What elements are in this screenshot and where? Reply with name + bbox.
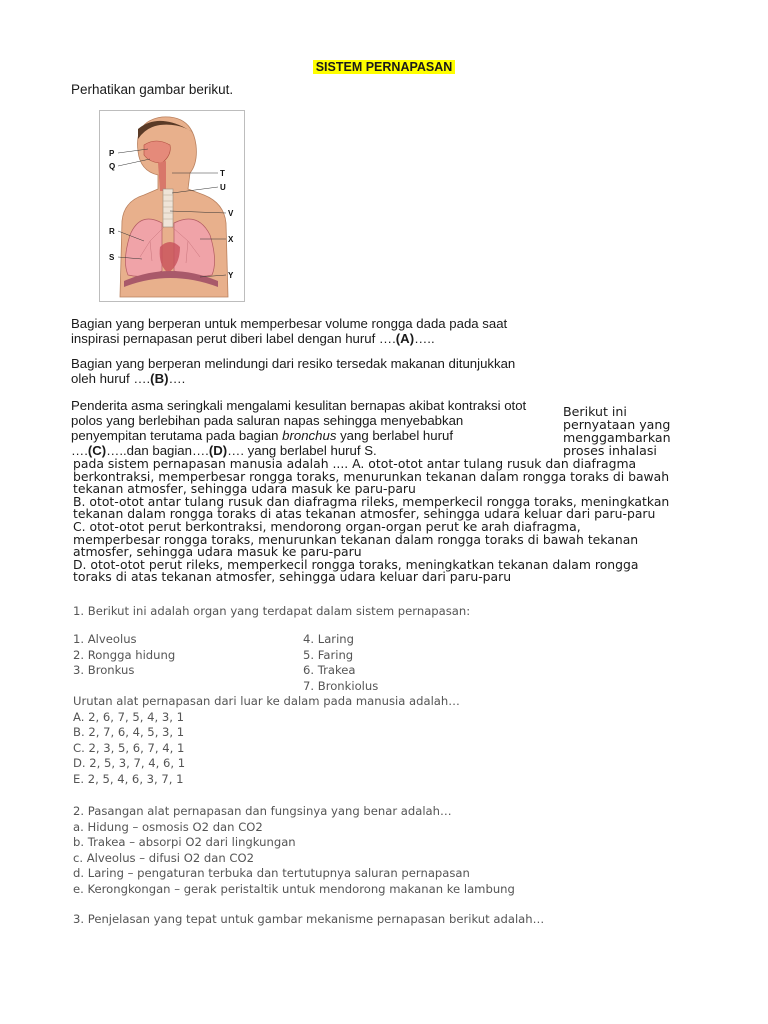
question-a: Bagian yang berperan untuk memperbesar volume rongga dada pada saat inspirasi pernapasan perut diberi label dengan huruf ….(A)….. (71, 316, 508, 346)
label-q: Q (109, 162, 116, 171)
document-title: SISTEM PERNAPASAN (0, 60, 768, 74)
label-s: S (109, 253, 115, 262)
q1-option: A. 2, 6, 7, 5, 4, 3, 1 (73, 709, 184, 724)
q1-left-list (73, 632, 175, 679)
label-p: P (109, 149, 115, 158)
respiratory-figure (99, 110, 245, 302)
answer-b: (B) (150, 371, 169, 386)
q1-option: B. 2, 7, 6, 4, 5, 3, 1 (73, 725, 185, 739)
q1-option: C. 2, 3, 5, 6, 7, 4, 1 (73, 740, 185, 755)
q2-block (73, 804, 515, 897)
q1-option: E. 2, 5, 4, 6, 3, 7, 1 (73, 771, 184, 786)
answer-c: (C) (87, 443, 107, 458)
list-item: 6. Trakea (303, 663, 356, 677)
intro-text: Perhatikan gambar berikut. (71, 82, 234, 97)
label-t: T (220, 169, 225, 178)
answer-a: (A) (395, 331, 415, 346)
label-x: X (228, 235, 234, 244)
q1-option: D. 2, 5, 3, 7, 4, 6, 1 (73, 756, 186, 770)
list-item: 2. Rongga hidung (73, 647, 176, 662)
q1-question: Urutan alat pernapasan dari luar ke dalam pada manusia adalah… A. 2, 6, 7, 5, 4, 3, 1 B. 2, 7, 6, 4, 5, 3, 1 C. 2, 3, 5, 6, 7, 4, 1 D. 2, 5, 3, 7, 4, 6, 1 E. 2, 5, 4, 6, 3, 7, 1 (73, 694, 460, 786)
list-item: 3. Bronkus (73, 663, 135, 677)
q2-option: d. Laring – pengaturan terbuka dan tertutupnya saluran pernapasan (73, 866, 470, 880)
list-item: 4. Laring (303, 632, 355, 646)
q2-option: b. Trakea – absorpi O2 dari lingkungan (73, 835, 296, 849)
list-item: 7. Bronkiolus (303, 678, 379, 693)
q3-stem: 3. Penjelasan yang tepat untuk gambar mekanisme pernapasan berikut adalah… (73, 912, 545, 926)
q1-stem: 1. Berikut ini adalah organ yang terdapat dalam sistem pernapasan: (73, 604, 471, 618)
label-v: V (228, 209, 234, 218)
q1-right-list (303, 632, 378, 694)
question-cd: Penderita asma seringkali mengalami kesulitan bernapas akibat kontraksi otot polos yang berlebihan pada saluran napas sehingga menyebabkan penyempitan terutama pada bagian bronchus yang berlabel huruf ….(C)…..dan bagian….(D)…. yang berlabel huruf S. (71, 398, 527, 458)
question-b: Bagian yang berperan melindungi dari resiko tersedak makanan ditunjukkan oleh huruf ….(B)…. (71, 356, 516, 386)
q2-option: a. Hidung – osmosis O2 dan CO2 (73, 819, 263, 834)
answer-d: (D) (208, 443, 228, 458)
label-y: Y (228, 271, 234, 280)
inhalasi-paragraph: pada sistem pernapasan manusia adalah .... A. otot-otot antar tulang rusuk dan diafragma berkontraksi, memperbesar rongga toraks, menurunkan tekanan dalam rongga toraks di bawah tekanan atmosfer, sehingga udara masuk ke paru-paru B. otot-otot antar tulang rusuk dan diafragma rileks, memperkecil rongga toraks, meningkatkan tekanan dalam rongga toraks di atas tekanan atmosfer, sehingga udara keluar dari paru-paru C. otot-otot perut berkontraksi, mendorong organ-organ perut ke arah diafragma, memperbesar rongga toraks, menurunkan tekanan dalam rongga toraks di bawah tekanan atmosfer, sehingga udara masuk ke paru-paru D. otot-otot perut rileks, memperkecil rongga toraks, meningkatkan tekanan dalam rongga toraks di atas tekanan atmosfer, sehingga udara keluar dari paru-paru (73, 456, 670, 585)
list-item: 1. Alveolus (73, 632, 137, 646)
q2-option: c. Alveolus – difusi O2 dan CO2 (73, 850, 254, 865)
list-item: 5. Faring (303, 647, 354, 662)
label-r: R (109, 227, 115, 236)
side-note: Berikut ini pernyataan yang menggambarkan proses inhalasi (563, 404, 671, 458)
q2-option: e. Kerongkongan – gerak peristaltik untuk mendorong makanan ke lambung (73, 881, 515, 896)
label-u: U (220, 183, 226, 192)
q2-stem: 2. Pasangan alat pernapasan dan fungsinya yang benar adalah… (73, 804, 452, 818)
